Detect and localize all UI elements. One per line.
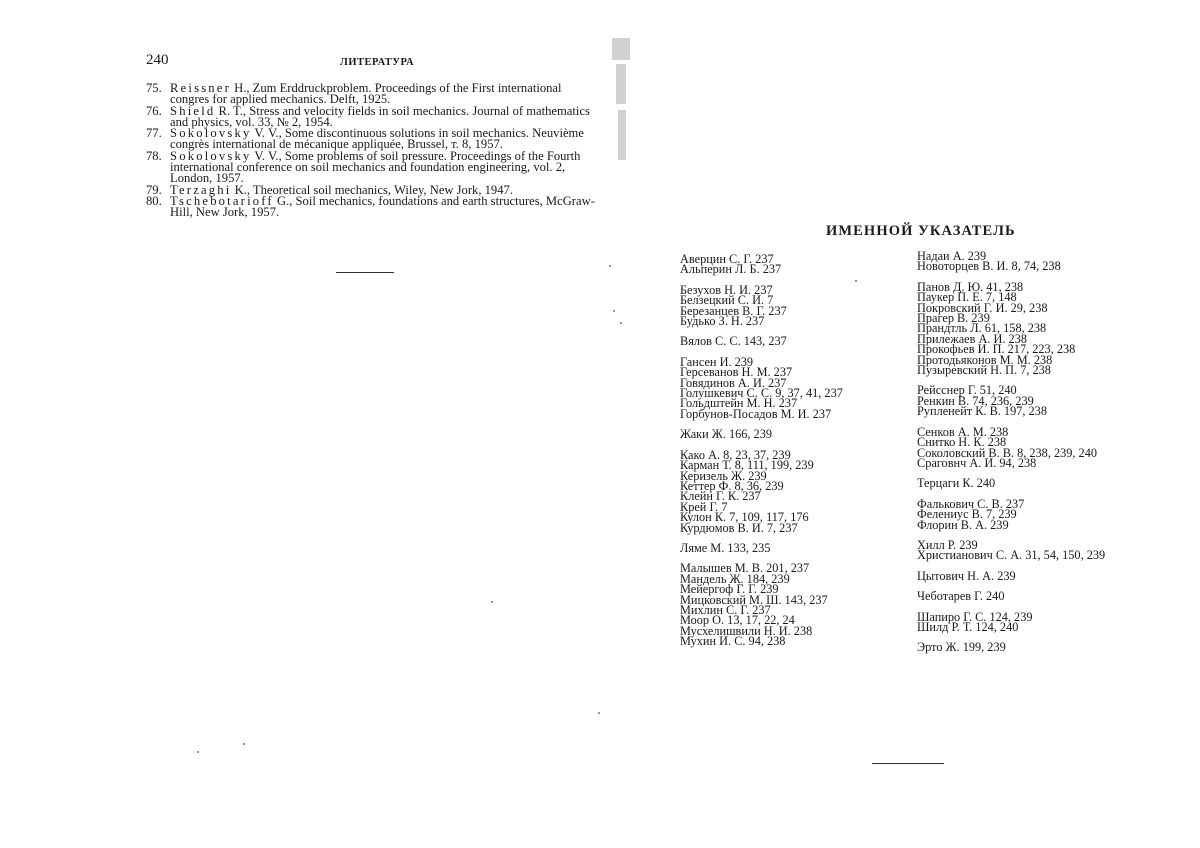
index-entry: Мицковский М. Ш. 143, 237 xyxy=(680,592,828,607)
index-entry: Покровский Г. И. 29, 238 xyxy=(917,300,1048,315)
reference-number: 79. xyxy=(146,182,162,197)
index-letter-group xyxy=(917,383,1142,419)
index-letter-group xyxy=(680,540,905,555)
index-entry: Хилл Р. 239 xyxy=(917,537,978,552)
index-entry: Цытович Н. А. 239 xyxy=(917,568,1016,583)
reference-details: K., Theoretical soil mechanics, Wiley, New Jork, 1947. xyxy=(231,182,513,197)
reference-item xyxy=(146,148,602,186)
reference-details: H., Zum Erddruckproblem. Proceedings of the First international congres for applied mechanics. Delft, 1925. xyxy=(170,81,562,107)
reference-item xyxy=(146,128,602,151)
index-entry: Ренкин В. 74, 236, 239 xyxy=(917,393,1034,408)
reference-number: 76. xyxy=(146,103,162,118)
index-entry: Фелениус В. 7, 239 xyxy=(917,507,1017,522)
index-entry: Снитко Н. К. 238 xyxy=(917,435,1007,450)
index-entry: Березанцев В. Г. 237 xyxy=(680,303,787,318)
index-entry: Будько З. Н. 237 xyxy=(680,314,765,329)
index-entry: Керизель Ж. 239 xyxy=(680,468,767,483)
index-column-left xyxy=(680,254,905,657)
index-entry: Како А. 8, 23, 37, 239 xyxy=(680,447,791,462)
index-letter-group xyxy=(680,354,905,421)
index-entry: Мейергоф Г. Г. 239 xyxy=(680,582,779,597)
index-entry: Сраговнч А. И. 94, 238 xyxy=(917,455,1037,470)
index-letter-group xyxy=(917,568,1142,583)
index-entry: Кулон К. 7, 109, 117, 176 xyxy=(680,510,809,525)
index-entry: Фалькович С. В. 237 xyxy=(917,496,1025,511)
index-entry: Прокофьев И. П. 217, 223, 238 xyxy=(917,342,1076,357)
reference-details: V. V., Some discontinuous solutions in soil mechanics. Neuvième congrès international de mécanique appliquée, Brussel, т. 8, 1957. xyxy=(170,126,584,152)
index-letter-group xyxy=(680,427,905,442)
index-entry: Шапиро Г. С. 124, 239 xyxy=(917,609,1033,624)
index-entry: Белзецкий С. И. 7 xyxy=(680,293,774,308)
index-entry: Михлин С. Г. 237 xyxy=(680,602,771,617)
reference-number: 77. xyxy=(146,126,162,141)
index-letter-group xyxy=(917,424,1142,470)
reference-text xyxy=(170,128,602,151)
reference-author: Shield xyxy=(170,103,216,118)
index-letter-group xyxy=(917,640,1142,655)
index-entry: Христианович С. А. 31, 54, 150, 239 xyxy=(917,548,1106,563)
index-letter-group xyxy=(917,279,1142,378)
index-entry: Аверцин С. Г. 237 xyxy=(680,252,774,266)
reference-item xyxy=(146,103,602,129)
index-entry: Голушкевич С. С. 9, 37, 41, 237 xyxy=(680,386,843,401)
index-entry: Мусхелишвили Н. И. 238 xyxy=(680,623,813,638)
reference-number: 78. xyxy=(146,148,162,163)
index-letter-group xyxy=(680,282,905,329)
index-entry: Пузыревский Н. П. 7, 238 xyxy=(917,363,1051,378)
reference-number: 80. xyxy=(146,193,162,208)
reference-text xyxy=(170,148,602,186)
reference-details: V. V., Some problems of soil pressure. Proceedings of the Fourth international conference on soil mechanics and foundation engineering, vol. 2, London, 1957. xyxy=(170,148,581,186)
index-letter-group xyxy=(917,476,1142,491)
index-entry: Рупленейт К. В. 197, 238 xyxy=(917,404,1047,419)
index-entry: Прилежаев А. И. 238 xyxy=(917,331,1027,346)
index-entry: Гольдштейн М. Н. 237 xyxy=(680,396,798,411)
index-column-right xyxy=(917,251,1142,663)
index-entry: Вялов С. С. 143, 237 xyxy=(680,334,787,349)
index-entry: Герсеванов Н. М. 237 xyxy=(680,365,793,380)
index-entry: Кеттер Ф. 8, 36, 239 xyxy=(680,478,784,493)
index-title: ИМЕННОЙ УКАЗАТЕЛЬ xyxy=(826,223,1016,239)
reference-text xyxy=(170,193,602,220)
index-entry: Клейн Г. К. 237 xyxy=(680,489,761,504)
index-entry: Мандель Ж. 184, 239 xyxy=(680,571,790,586)
index-entry: Моор О. 13, 17, 22, 24 xyxy=(680,613,795,628)
index-entry: Малышев М. В. 201, 237 xyxy=(680,561,810,576)
reference-item xyxy=(146,193,602,220)
reference-details: R. T., Stress and velocity fields in soil mechanics. Journal of mathematics and physics, vol. 33, № 2, 1954. xyxy=(170,103,590,129)
index-entry: Сенков А. М. 238 xyxy=(917,424,1009,439)
reference-author: Tschebotarioff xyxy=(170,193,274,208)
section-end-rule xyxy=(336,272,394,273)
index-entry: Прандтль Л. 61, 158, 238 xyxy=(917,321,1047,336)
reference-item xyxy=(146,83,602,106)
index-letter-group xyxy=(680,447,905,535)
index-entry: Прагер В. 239 xyxy=(917,311,990,326)
index-entry: Чеботарев Г. 240 xyxy=(917,589,1005,604)
index-entry: Безухов Н. И. 237 xyxy=(680,282,773,297)
reference-details: G., Soil mechanics, foundations and earth structures, McGraw-Hill, New Jork, 1957. xyxy=(170,193,595,220)
index-entry: Флорин В. А. 239 xyxy=(917,517,1009,532)
index-entry: Крей Г. 7 xyxy=(680,499,728,514)
index-entry: Ляме М. 133, 235 xyxy=(680,540,771,555)
page-number: 240 xyxy=(146,52,169,68)
index-entry: Карман Т. 8, 111, 199, 239 xyxy=(680,458,814,473)
index-entry: Паукер П. Е. 7, 148 xyxy=(917,290,1017,305)
reference-author: Reissner xyxy=(170,81,231,95)
index-end-rule xyxy=(872,763,944,764)
index-entry: Жаки Ж. 166, 239 xyxy=(680,427,773,442)
index-letter-group xyxy=(680,254,905,275)
index-entry: Шилд Р. Т. 124, 240 xyxy=(917,619,1019,634)
index-entry: Надаи А. 239 xyxy=(917,249,987,263)
reference-author: Sokolovsky xyxy=(170,126,252,141)
index-entry: Соколовский В. В. 8, 238, 239, 240 xyxy=(917,445,1098,460)
index-entry: Рейсснер Г. 51, 240 xyxy=(917,383,1017,398)
index-entry: Эрто Ж. 199, 239 xyxy=(917,640,1006,655)
reference-author: Sokolovsky xyxy=(170,148,252,163)
index-letter-group xyxy=(680,334,905,349)
running-head: ЛИТЕРАТУРА xyxy=(340,57,415,68)
index-entry: Панов Д. Ю. 41, 238 xyxy=(917,279,1024,294)
index-letter-group xyxy=(917,496,1142,532)
index-entry: Курдюмов В. И. 7, 237 xyxy=(680,520,798,535)
index-entry: Мухин И. С. 94, 238 xyxy=(680,634,786,649)
reference-number: 75. xyxy=(146,81,162,95)
reference-text xyxy=(170,83,602,106)
index-letter-group xyxy=(917,609,1142,634)
reference-author: Terzaghi xyxy=(170,182,232,197)
index-entry: Альперин Л. Б. 237 xyxy=(680,262,782,277)
reference-text xyxy=(170,103,602,129)
index-entry: Протодьяконов М. М. 238 xyxy=(917,352,1053,367)
reference-list xyxy=(146,83,602,219)
index-letter-group xyxy=(680,561,905,649)
index-entry: Новоторцев В. И. 8, 74, 238 xyxy=(917,259,1061,274)
index-entry: Терцаги К. 240 xyxy=(917,476,996,491)
index-letter-group xyxy=(917,251,1142,272)
index-letter-group xyxy=(917,589,1142,604)
index-entry: Гансен И. 239 xyxy=(680,354,754,369)
index-entry: Горбунов-Посадов М. И. 237 xyxy=(680,406,832,421)
index-letter-group xyxy=(917,537,1142,563)
index-entry: Говядинов А. И. 237 xyxy=(680,375,787,390)
